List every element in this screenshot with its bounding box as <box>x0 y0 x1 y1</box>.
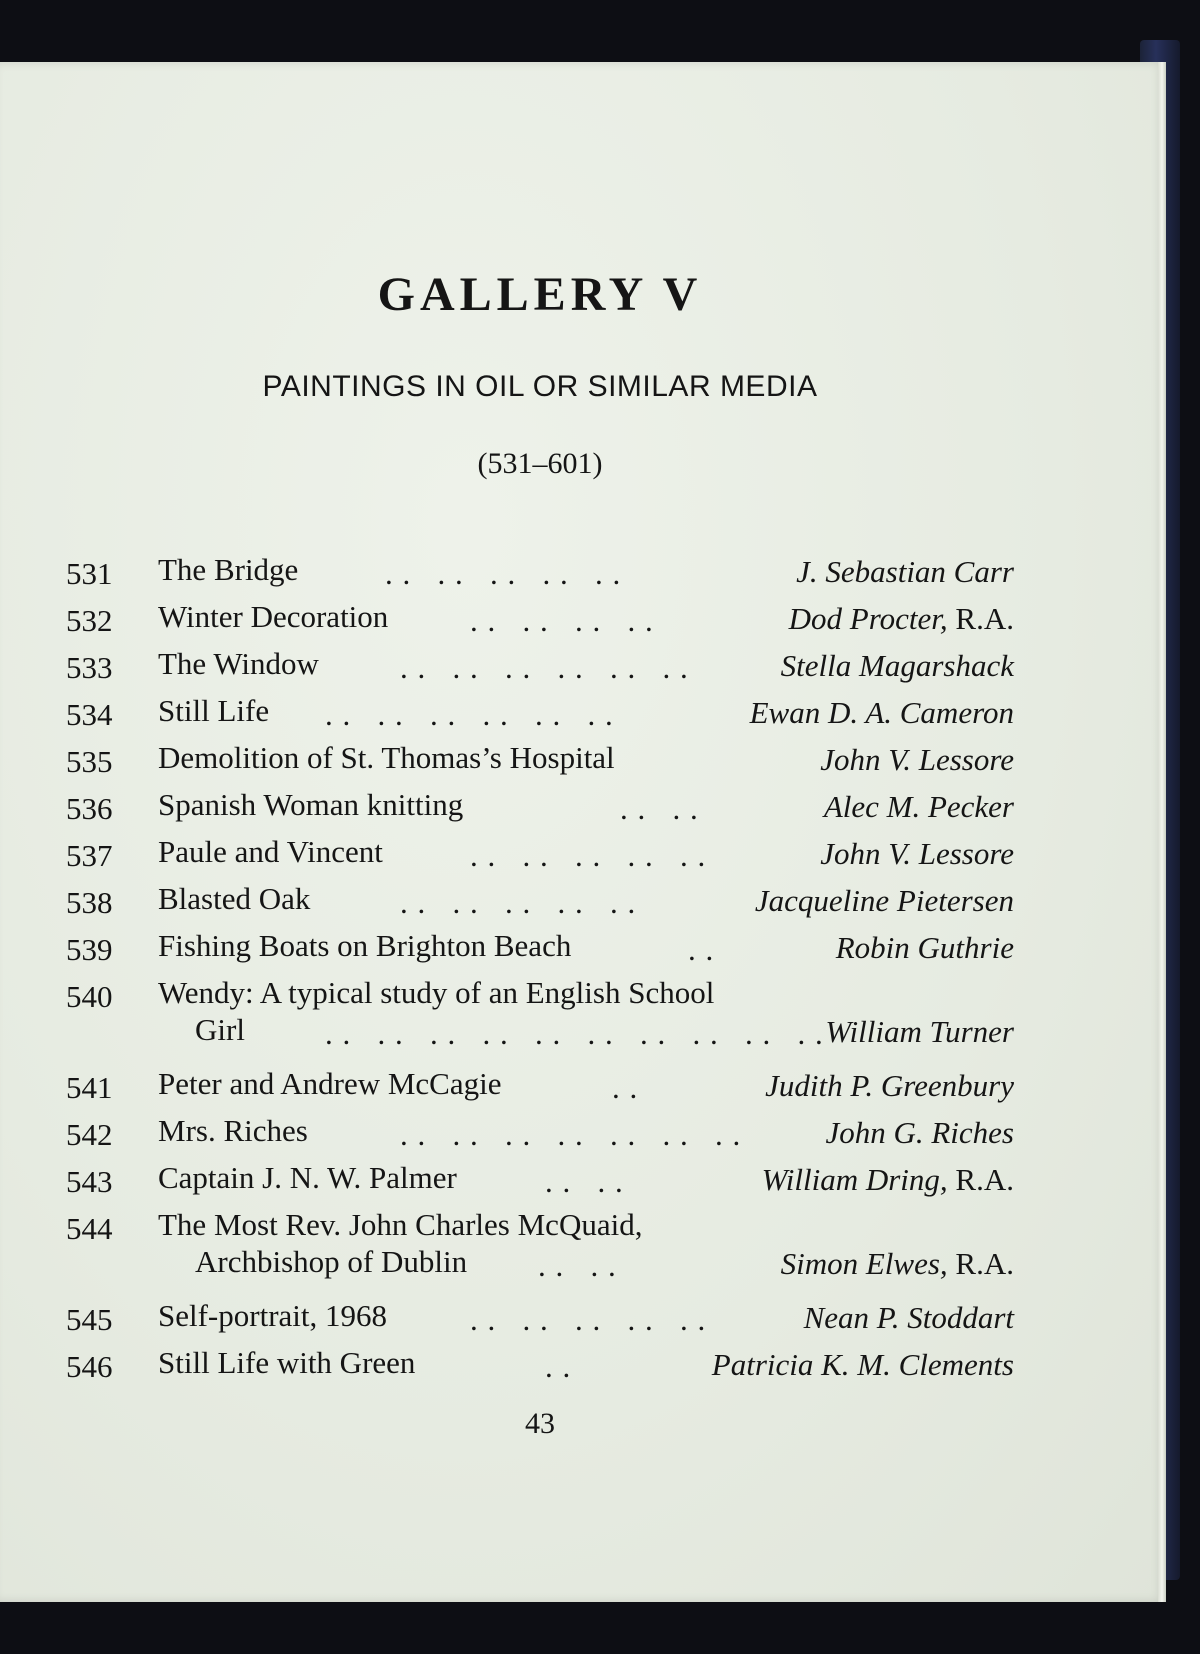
entry-title: Demolition of St. Thomas’s Hospital <box>158 740 615 775</box>
entry-title: Still Life <box>158 693 270 728</box>
artist-name: Robin Guthrie <box>835 930 1014 965</box>
entry-number: 544 <box>66 1211 113 1246</box>
entry-number: 536 <box>66 791 113 826</box>
catalogue-entry-continuation <box>0 1244 1166 1284</box>
dot-leader: . . <box>545 1349 572 1384</box>
entry-title: Self-portrait, 1968 <box>158 1298 388 1333</box>
entry-title-continued: Girl <box>195 1012 245 1047</box>
entry-number: 546 <box>66 1349 113 1384</box>
entry-number: 532 <box>66 603 113 638</box>
page-number: 43 <box>525 1407 555 1440</box>
dot-leader: . . . . <box>620 791 699 826</box>
catalogue-entry <box>0 881 1166 921</box>
entry-artist <box>781 648 1014 684</box>
entry-number: 539 <box>66 932 113 967</box>
entry-artist <box>820 836 1014 872</box>
entry-title: The Most Rev. John Charles McQuaid, <box>158 1207 643 1242</box>
artist-name: William Turner <box>825 1014 1014 1049</box>
artist-suffix: R.A. <box>947 601 1014 636</box>
entry-artist <box>820 742 1014 778</box>
entry-number: 540 <box>66 979 113 1014</box>
artist-name: J. Sebastian Carr <box>796 554 1014 589</box>
entry-number: 533 <box>66 650 113 685</box>
catalogue-entry <box>0 1345 1166 1385</box>
entry-title-continued: Archbishop of Dublin <box>195 1244 468 1279</box>
catalogue-entry <box>0 1113 1166 1153</box>
catalogue-page <box>0 62 1166 1602</box>
entry-number: 531 <box>66 556 113 591</box>
entry-artist <box>755 883 1014 919</box>
catalogue-entry-continuation <box>0 1012 1166 1052</box>
artist-name: Nean P. Stoddart <box>803 1300 1014 1335</box>
entry-title: The Bridge <box>158 552 299 587</box>
artist-suffix: R.A. <box>947 1246 1014 1281</box>
catalogue-entry <box>0 928 1166 968</box>
artist-suffix: R.A. <box>947 1162 1014 1197</box>
catalogue-entry <box>0 1066 1166 1106</box>
entry-number: 534 <box>66 697 113 732</box>
catalogue-entry <box>0 552 1166 592</box>
entry-number: 541 <box>66 1070 113 1105</box>
entry-title: Captain J. N. W. Palmer <box>158 1160 457 1195</box>
catalogue-entry <box>0 599 1166 639</box>
entry-number: 538 <box>66 885 113 920</box>
artist-name: Ewan D. A. Cameron <box>749 695 1014 730</box>
entry-artist <box>750 695 1014 731</box>
catalogue-entry <box>0 787 1166 827</box>
catalogue-entry <box>0 693 1166 733</box>
dot-leader: . . . . . . . . . . <box>470 838 707 873</box>
entry-artist <box>765 1068 1014 1104</box>
dot-leader: . . <box>612 1070 639 1105</box>
entry-number: 542 <box>66 1117 113 1152</box>
entry-title: Winter Decoration <box>158 599 389 634</box>
dot-leader: . . . . . . . . . . . . <box>400 650 689 685</box>
catalogue-entry <box>0 646 1166 686</box>
entry-number: 543 <box>66 1164 113 1199</box>
number-range: (531–601) <box>477 447 603 480</box>
catalogue-entry <box>0 1160 1166 1200</box>
catalogue-entry <box>0 740 1166 780</box>
artist-name: John G. Riches <box>825 1115 1014 1150</box>
entry-title: Fishing Boats on Brighton Beach <box>158 928 572 963</box>
entry-artist <box>796 554 1014 590</box>
entry-number: 535 <box>66 744 113 779</box>
entry-artist <box>804 1300 1014 1336</box>
dot-leader: . . . . . . . . . . <box>400 885 637 920</box>
dot-leader: . . . . . . . . . . . . . . . . . . . . <box>325 1016 824 1051</box>
artist-name: William Dring, <box>761 1162 948 1197</box>
entry-number: 545 <box>66 1302 113 1337</box>
gallery-title: GALLERY V <box>377 268 703 321</box>
dot-leader: . . . . <box>538 1248 617 1283</box>
section-subtitle: PAINTINGS IN OIL OR SIMILAR MEDIA <box>262 370 818 403</box>
entry-artist <box>825 1014 1014 1050</box>
entry-artist <box>824 789 1014 825</box>
entry-title: Spanish Woman knitting <box>158 787 464 822</box>
entry-title: Paule and Vincent <box>158 834 383 869</box>
entry-artist <box>825 1115 1014 1151</box>
dot-leader: . . . . . . . . <box>470 603 654 638</box>
dot-leader: . . . . <box>545 1164 624 1199</box>
dot-leader: . . . . . . . . . . <box>470 1302 707 1337</box>
artist-name: Dod Procter, <box>788 601 948 636</box>
entry-number: 537 <box>66 838 113 873</box>
dot-leader: . . . . . . . . . . . . . . <box>400 1117 742 1152</box>
artist-name: Simon Elwes, <box>780 1246 948 1281</box>
entry-title: Wendy: A typical study of an English School <box>158 975 715 1010</box>
catalogue-entry <box>0 1207 1166 1247</box>
dot-leader: . . . . . . . . . . . . <box>325 697 614 732</box>
artist-name: John V. Lessore <box>820 742 1014 777</box>
catalogue-entry <box>0 1298 1166 1338</box>
catalogue-entry <box>0 834 1166 874</box>
entry-title: Still Life with Green <box>158 1345 416 1380</box>
entry-title: Blasted Oak <box>158 881 311 916</box>
entry-artist <box>789 601 1014 637</box>
artist-name: Patricia K. M. Clements <box>711 1347 1014 1382</box>
artist-name: Jacqueline Pietersen <box>754 883 1014 918</box>
dot-leader: . . <box>688 932 715 967</box>
artist-name: Judith P. Greenbury <box>765 1068 1014 1103</box>
entry-title: Mrs. Riches <box>158 1113 308 1148</box>
artist-name: John V. Lessore <box>820 836 1014 871</box>
artist-name: Alec M. Pecker <box>823 789 1014 824</box>
dot-leader: . . . . . . . . . . <box>385 556 622 591</box>
entry-artist <box>781 1246 1014 1282</box>
entry-artist <box>762 1162 1014 1198</box>
entry-artist <box>836 930 1014 966</box>
entry-title: The Window <box>158 646 319 681</box>
entry-title: Peter and Andrew McCagie <box>158 1066 502 1101</box>
catalogue-entry <box>0 975 1166 1015</box>
artist-name: Stella Magarshack <box>780 648 1014 683</box>
entry-artist <box>712 1347 1014 1383</box>
